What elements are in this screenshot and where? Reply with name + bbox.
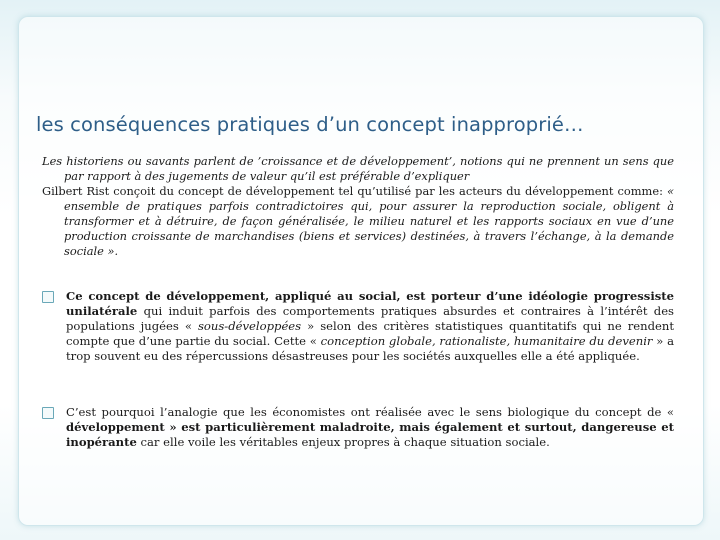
- bullet-2-text: [66, 405, 674, 450]
- intro-text: [42, 154, 674, 259]
- bullet-2-lead: C’est pourquoi l’analogie que les économistes ont réalisée avec le sens biologique du concept de «: [66, 405, 674, 419]
- slide-title: les conséquences pratiques d’un concept inapproprié…: [36, 113, 584, 136]
- bullet-1-mid: qui induit parfois des comportements pratiques absurdes et contraires à l’intérêt des populations jugées «: [66, 304, 674, 333]
- intro-quote: « ensemble de pratiques parfois contradictoires qui, pour assurer la reproduction sociale, obligent à transformer et à détruire, de façon généralisée, le milieu naturel et les rapports sociaux en vue d’une production croissante de marchandises (biens et services) destinées, à travers l’échange, à la demande sociale ».: [64, 184, 674, 258]
- bullet-2-end: car elle voile les véritables enjeux propres à chaque situation sociale.: [136, 435, 550, 449]
- bullet-1-italic-1: sous-développées: [197, 319, 302, 333]
- intro-paragraph-1: Les historiens ou savants parlent de ’croissance et de développement’, notions qui ne prennent un sens que par rapport à des jugements de valeur qu’il est préférable d’expliquer: [42, 154, 674, 183]
- bullet-1-bold: Ce concept de développement, appliqué au social, est porteur d’une idéologie progressiste unilatérale: [66, 289, 674, 318]
- bullet-1-italic-2: conception globale, rationaliste, humanitaire du devenir: [320, 334, 653, 348]
- bullet-1-end: » a trop souvent eu des répercussions désastreuses pour les sociétés auxquelles elle a été appliquée.: [66, 334, 674, 363]
- bullet-item-2: [42, 405, 674, 450]
- checkbox-bullet-icon: [42, 291, 54, 303]
- intro-paragraph-2: [42, 184, 674, 259]
- checkbox-bullet-icon: [42, 407, 54, 419]
- bullet-1-mid-2: » selon des critères statistiques quantitatifs qui ne rendent compte que d’une partie du social. Cette «: [66, 319, 675, 348]
- intro-lead: Gilbert Rist conçoit du concept de développement tel qu’utilisé par les acteurs du développement comme:: [42, 184, 668, 198]
- bullet-2-bold: développement » est particulièrement maladroite, mais également et surtout, dangereuse et inopérante: [66, 420, 674, 449]
- bullet-item-1: [42, 289, 674, 364]
- bullet-1-text: [66, 289, 674, 364]
